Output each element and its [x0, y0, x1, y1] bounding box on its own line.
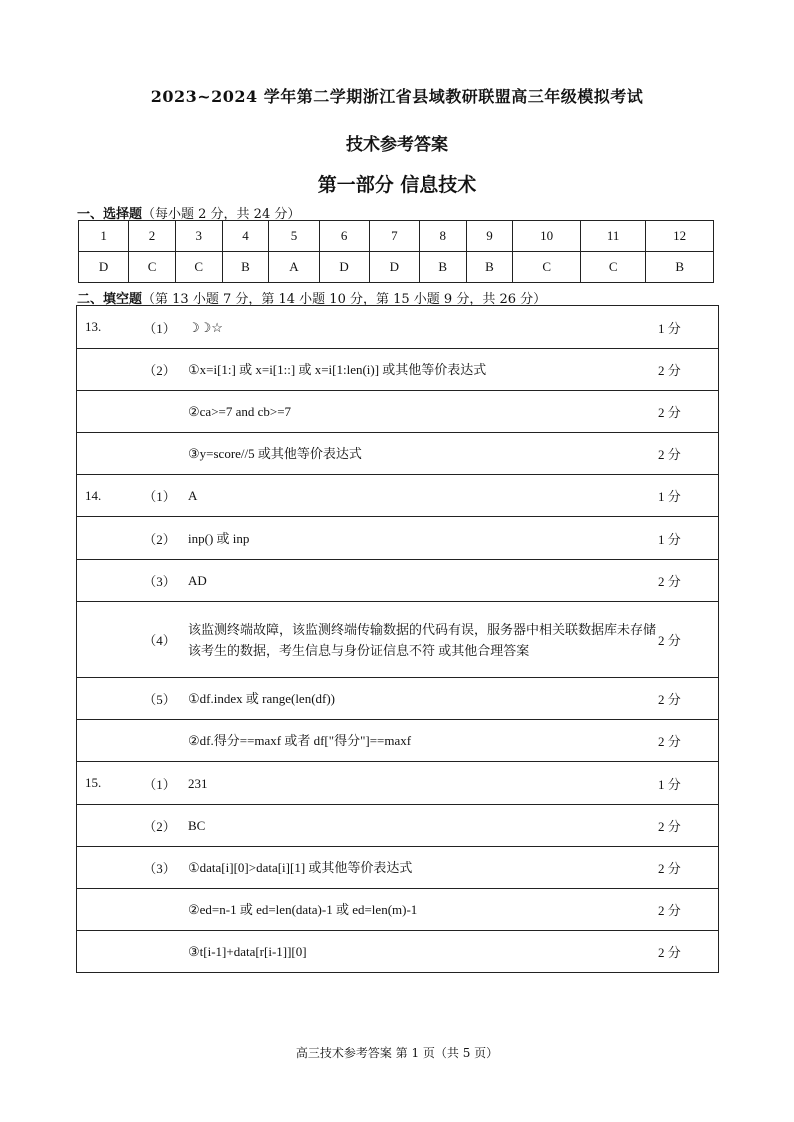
table-row [77, 678, 719, 720]
question-number-row [79, 221, 714, 252]
answer-text: ②ed=n-1 或 ed=len(data)-1 或 ed=len(m)-1 [182, 889, 658, 931]
table-row [77, 433, 719, 475]
question-number [77, 602, 138, 678]
part-title: 第一部分 信息技术 [317, 174, 477, 196]
choice-answer: B [646, 252, 714, 283]
question-number [77, 349, 138, 391]
question-number: 7 [369, 221, 419, 252]
table-row [77, 349, 719, 391]
sub-question [137, 889, 182, 931]
sub-question: （1） [137, 762, 182, 805]
score: 2 分 [658, 678, 719, 720]
question-number: 10 [513, 221, 581, 252]
table-row [77, 517, 719, 560]
sub-question: （3） [137, 560, 182, 602]
sub-question: （4） [137, 602, 182, 678]
sub-question: （5） [137, 678, 182, 720]
question-number [77, 433, 138, 475]
sub-question: （1） [137, 306, 182, 349]
score: 1 分 [658, 762, 719, 805]
table-row [77, 475, 719, 517]
answer-text: A [182, 475, 658, 517]
question-number: 11 [580, 221, 645, 252]
question-number [77, 560, 138, 602]
answer-text: AD [182, 560, 658, 602]
question-number [77, 847, 138, 889]
sub-question [137, 720, 182, 762]
sub-question [137, 433, 182, 475]
exam-title: 2023~2024 学年第二学期浙江省县域教研联盟高三年级模拟考试 [150, 87, 644, 106]
section-fill-note: （第 13 小题 7 分，第 14 小题 10 分，第 15 小题 9 分，共 26 分） [142, 292, 547, 307]
question-number [77, 720, 138, 762]
answer-text: ③t[i-1]+data[r[i-1]][0] [182, 931, 658, 973]
section-choice-label: 一、选择题 [77, 207, 143, 222]
sub-question: （2） [137, 805, 182, 847]
table-row [77, 847, 719, 889]
choice-answer-table [78, 220, 714, 283]
score: 2 分 [658, 805, 719, 847]
choice-answer: C [129, 252, 176, 283]
sub-question [137, 931, 182, 973]
question-number: 9 [466, 221, 513, 252]
score: 2 分 [658, 560, 719, 602]
question-number: 13. [77, 306, 138, 349]
question-number [77, 391, 138, 433]
score: 1 分 [658, 517, 719, 560]
sub-question: （3） [137, 847, 182, 889]
question-number: 2 [129, 221, 176, 252]
choice-answer: D [79, 252, 129, 283]
table-row [77, 805, 719, 847]
question-number: 3 [175, 221, 222, 252]
question-number: 8 [419, 221, 466, 252]
table-row [77, 391, 719, 433]
answer-row [79, 252, 714, 283]
question-number: 6 [319, 221, 369, 252]
question-number: 15. [77, 762, 138, 805]
score: 1 分 [658, 475, 719, 517]
answer-text: ①df.index 或 range(len(df)) [182, 678, 658, 720]
table-row [77, 720, 719, 762]
sub-question: （1） [137, 475, 182, 517]
question-number [77, 931, 138, 973]
question-number: 14. [77, 475, 138, 517]
score: 2 分 [658, 349, 719, 391]
answer-text: ③y=score//5 或其他等价表达式 [182, 433, 658, 475]
score: 2 分 [658, 931, 719, 973]
question-number [77, 678, 138, 720]
section-choice-note: （每小题 2 分，共 24 分） [142, 207, 301, 222]
table-row [77, 931, 719, 973]
score: 2 分 [658, 433, 719, 475]
choice-answer: D [319, 252, 369, 283]
question-number: 5 [269, 221, 319, 252]
sub-question: （2） [137, 517, 182, 560]
choice-answer: B [419, 252, 466, 283]
score: 1 分 [658, 306, 719, 349]
question-number [77, 889, 138, 931]
choice-answer: C [580, 252, 645, 283]
table-row [77, 560, 719, 602]
page-footer: 高三技术参考答案 第 1 页（共 5 页） [295, 1046, 499, 1060]
question-number: 1 [79, 221, 129, 252]
question-number: 12 [646, 221, 714, 252]
sub-question [137, 391, 182, 433]
table-row [77, 762, 719, 805]
sub-question: （2） [137, 349, 182, 391]
answer-text: inp() 或 inp [182, 517, 658, 560]
answer-key-title: 技术参考答案 [346, 135, 448, 155]
answer-text: 231 [182, 762, 658, 805]
question-number [77, 805, 138, 847]
choice-answer: A [269, 252, 319, 283]
answer-text: ②df.得分==maxf 或者 df["得分"]==maxf [182, 720, 658, 762]
choice-answer: C [175, 252, 222, 283]
answer-text: ☽☽☆ [182, 306, 658, 349]
choice-answer: D [369, 252, 419, 283]
question-number [77, 517, 138, 560]
score: 2 分 [658, 847, 719, 889]
answer-text: ②ca>=7 and cb>=7 [182, 391, 658, 433]
score: 2 分 [658, 391, 719, 433]
answer-text: ①x=i[1:] 或 x=i[1::] 或 x=i[1:len(i)] 或其他等价表达式 [182, 349, 658, 391]
section-fill-label: 二、填空题 [77, 292, 143, 307]
score: 2 分 [658, 602, 719, 678]
table-row [77, 602, 719, 678]
answer-text: BC [182, 805, 658, 847]
choice-answer: C [513, 252, 581, 283]
choice-answer: B [222, 252, 269, 283]
choice-answer: B [466, 252, 513, 283]
table-row [77, 889, 719, 931]
score: 2 分 [658, 720, 719, 762]
answer-text: 该监测终端故障，该监测终端传输数据的代码有误，服务器中相关联数据库未存储该考生的数据，考生信息与身份证信息不符 或其他合理答案 [182, 602, 658, 678]
fill-answer-table [76, 305, 719, 973]
answer-text: ①data[i][0]>data[i][1] 或其他等价表达式 [182, 847, 658, 889]
score: 2 分 [658, 889, 719, 931]
table-row [77, 306, 719, 349]
question-number: 4 [222, 221, 269, 252]
